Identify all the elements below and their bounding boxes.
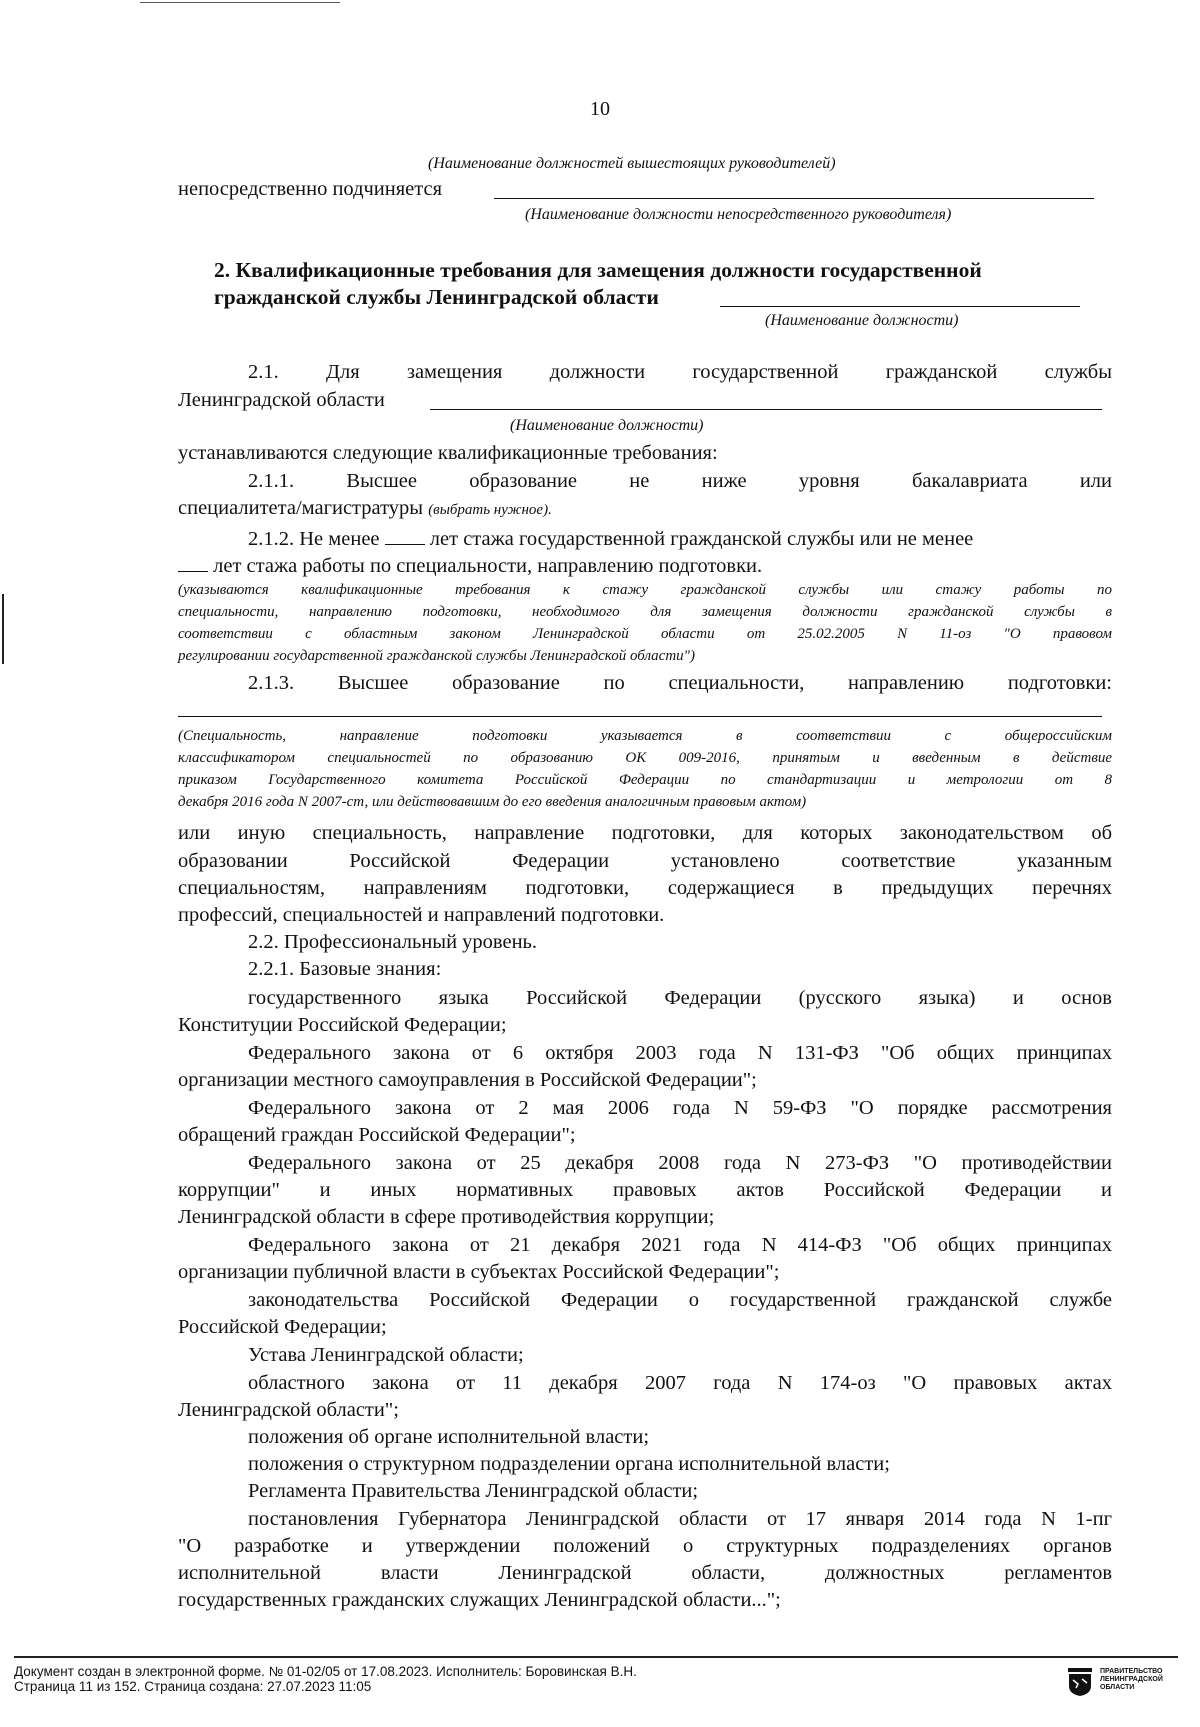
caption-superior-positions: (Наименование должностей вышестоящих руководителей) xyxy=(428,155,836,172)
p212-note-line: регулировании государственной гражданской службы Ленинградской области") xyxy=(178,648,695,664)
caption-position-name-heading: (Наименование должности) xyxy=(765,312,959,329)
p212-line1 xyxy=(248,524,1112,552)
p213-body-line: профессий, специальностей и направлений подготовки. xyxy=(178,904,665,926)
p213-line1: 2.1.3. Высшее образование по специальности, направлению подготовки: xyxy=(248,672,1112,694)
p213-body-line: образовании Российской Федерации установлено соответствие указанным xyxy=(178,850,1112,872)
p212-line2-text: лет стажа работы по специальности, направлению подготовки. xyxy=(213,555,763,577)
p211-line2 xyxy=(178,495,1112,523)
knowledge-item-first: законодательства Российской Федерации о государственной гражданской службе xyxy=(248,1289,1112,1311)
p21-line1: 2.1. Для замещения должности государственной гражданской службы xyxy=(248,361,1112,383)
knowledge-item-first: Федерального закона от 21 декабря 2021 года N 414-ФЗ "Об общих принципах xyxy=(248,1234,1112,1256)
p21-line3: устанавливаются следующие квалификационные требования: xyxy=(178,442,718,464)
knowledge-item-cont: "О разработке и утверждении положений о структурных подразделениях органов xyxy=(178,1535,1112,1557)
caption-position-name-p21: (Наименование должности) xyxy=(510,417,704,434)
logo-text-line: ЛЕНИНГРАДСКОЙ xyxy=(1100,1676,1163,1683)
knowledge-item-cont: Российской Федерации; xyxy=(178,1316,387,1338)
knowledge-item-first: Федерального закона от 25 декабря 2008 года N 273-ФЗ "О противодействии xyxy=(248,1152,1112,1174)
p213-note-line: (Специальность, направление подготовки указывается в соответствии с общероссийским xyxy=(178,728,1112,744)
knowledge-item-first: Устава Ленинградской области; xyxy=(248,1344,524,1366)
scan-top-line xyxy=(140,2,340,3)
p212-blank-years-service xyxy=(385,524,425,545)
knowledge-item-first: положения о структурном подразделении органа исполнительной власти; xyxy=(248,1453,890,1475)
p211-line1: 2.1.1. Высшее образование не ниже уровня бакалавриата или xyxy=(248,470,1112,492)
p212-part-b: лет стажа государственной гражданской службы или не менее xyxy=(429,528,974,550)
footer-page-info: Страница 11 из 152. Страница создана: 27.07.2023 11:05 xyxy=(14,1679,372,1694)
footer-document-info: Документ создан в электронной форме. № 01-02/05 от 17.08.2023. Исполнитель: Боровинская В.Н. xyxy=(14,1664,637,1679)
leningrad-region-emblem-icon xyxy=(1068,1668,1092,1696)
p213-body-line: специальностям, направлениям подготовки, содержащиеся в предыдущих перечнях xyxy=(178,877,1112,899)
knowledge-item-cont: организации местного самоуправления в Российской Федерации"; xyxy=(178,1069,757,1091)
knowledge-item-cont: обращений граждан Российской Федерации"; xyxy=(178,1124,576,1146)
caption-direct-supervisor: (Наименование должности непосредственного руководителя) xyxy=(525,206,952,223)
knowledge-item-first: Регламента Правительства Ленинградской области; xyxy=(248,1480,699,1502)
p212-line2 xyxy=(178,551,1112,579)
logo-text-line: ОБЛАСТИ xyxy=(1100,1684,1135,1691)
p213-note-line: приказом Государственного комитета Российской Федерации по стандартизации и метрологии от 8 xyxy=(178,772,1112,788)
section2-heading-text: гражданской службы Ленинградской области xyxy=(214,285,659,309)
p221-heading: 2.2.1. Базовые знания: xyxy=(248,958,442,980)
knowledge-item-first: Федерального закона от 2 мая 2006 года N 59-ФЗ "О порядке рассмотрения xyxy=(248,1097,1112,1119)
p22-heading: 2.2. Профессиональный уровень. xyxy=(248,931,538,953)
section2-heading-line1: 2. Квалификационные требования для замещения должности государственной xyxy=(214,258,982,282)
p212-note-line: специальности, направлению подготовки, необходимого для замещения должности гражданской службы в xyxy=(178,604,1112,620)
knowledge-item-cont: организации публичной власти в субъектах Российской Федерации"; xyxy=(178,1261,780,1283)
supervisor-blank-line xyxy=(494,198,1094,199)
p21-region: Ленинградской области xyxy=(178,389,385,411)
p213-body-line: или иную специальность, направление подготовки, для которых законодательством об xyxy=(178,822,1112,844)
knowledge-item-cont: Ленинградской области"; xyxy=(178,1399,399,1421)
logo-text xyxy=(1100,1668,1163,1692)
p212-blank-years-work xyxy=(178,551,208,572)
knowledge-item-first: положения об органе исполнительной власти; xyxy=(248,1426,650,1448)
p212-note-line: (указываются квалификационные требования к стажу гражданской службы или стажу работы по xyxy=(178,582,1112,598)
position-blank-line-p21 xyxy=(430,409,1102,410)
knowledge-item-cont: государственных гражданских служащих Ленинградской области..."; xyxy=(178,1589,781,1611)
page-number: 10 xyxy=(590,98,610,120)
knowledge-item-first: государственного языка Российской Федерации (русского языка) и основ xyxy=(248,987,1112,1009)
subordination-label: непосредственно подчиняется xyxy=(178,178,443,200)
scan-margin-mark xyxy=(2,594,4,664)
knowledge-item-first: областного закона от 11 декабря 2007 года N 174-оз "О правовых актах xyxy=(248,1372,1112,1394)
p213-note-line: классификатором специальностей по образованию ОК 009-2016, принятым и введенным в действие xyxy=(178,750,1112,766)
knowledge-item-cont: коррупции" и иных нормативных правовых актов Российской Федерации и xyxy=(178,1179,1112,1201)
knowledge-item-first: постановления Губернатора Ленинградской области от 17 января 2014 года N 1-пг xyxy=(248,1508,1112,1530)
footer-rule xyxy=(14,1656,1178,1658)
logo-text-line: ПРАВИТЕЛЬСТВО xyxy=(1100,1668,1163,1675)
knowledge-item-cont: Ленинградской области в сфере противодействия коррупции; xyxy=(178,1206,715,1228)
p212-note-line: соответствии с областным законом Ленинградской области от 25.02.2005 N 11-оз "О правовом xyxy=(178,626,1112,642)
p211-degree: специалитета/магистратуры xyxy=(178,497,424,519)
p211-note: (выбрать нужное). xyxy=(428,502,552,518)
position-blank-line-heading xyxy=(720,306,1080,307)
knowledge-item-cont: исполнительной власти Ленинградской области, должностных регламентов xyxy=(178,1562,1112,1584)
p213-note-line: декабря 2016 года N 2007-ст, или действовавшим до его введения аналогичным правовым актом) xyxy=(178,794,807,810)
knowledge-item-first: Федерального закона от 6 октября 2003 года N 131-ФЗ "Об общих принципах xyxy=(248,1042,1112,1064)
specialty-blank-line xyxy=(178,716,1102,717)
p212-part-a: 2.1.2. Не менее xyxy=(248,528,380,550)
knowledge-item-cont: Конституции Российской Федерации; xyxy=(178,1014,507,1036)
